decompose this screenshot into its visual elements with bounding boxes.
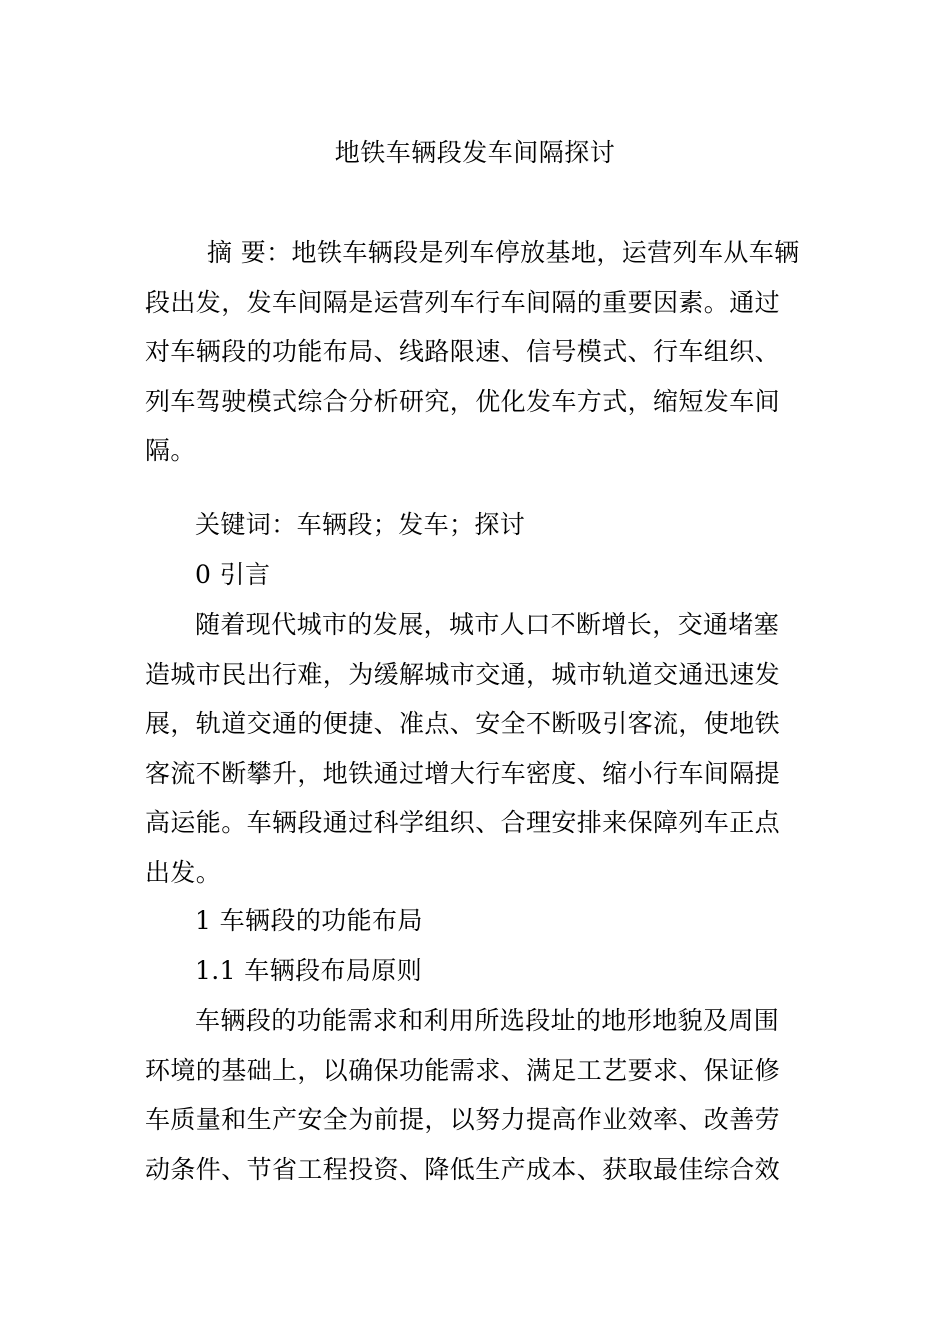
intro-line: 客流不断攀升，地铁通过增大行车密度、缩小行车间隔提 [145, 758, 781, 788]
intro-heading [145, 550, 810, 600]
intro-line: 高运能。车辆段通过科学组织、合理安排来保障列车正点 [145, 808, 781, 838]
intro-line: 出发。 [145, 857, 222, 887]
document-title: 地铁车辆段发车间隔探讨 [334, 138, 616, 167]
section-1-1-line: 车辆段的功能需求和利用所选段址的地形地貌及周围 [195, 1006, 780, 1035]
keywords-text: 关键词：车辆段；发车；探讨 [195, 510, 526, 539]
section-1-1-line: 环境的基础上，以确保功能需求、满足工艺要求、保证修 [145, 1055, 781, 1085]
intro-line: 造城市民出行难，为缓解城市交通，城市轨道交通迅速发 [145, 659, 781, 689]
abstract-line: 隔。 [145, 436, 196, 466]
section-1-1-paragraph [145, 996, 810, 1194]
section-1-1-heading-text: 1.1 车辆段布局原则 [195, 956, 423, 985]
abstract-paragraph [145, 228, 810, 476]
abstract-line: 摘 要：地铁车辆段是列车停放基地，运营列车从车辆 [207, 238, 800, 267]
abstract-line: 列车驾驶模式综合分析研究，优化发车方式，缩短发车间 [145, 386, 781, 416]
section-1-heading-text: 1 车辆段的功能布局 [195, 906, 423, 935]
section-1-1-line: 车质量和生产安全为前提，以努力提高作业效率、改善劳 [145, 1105, 781, 1135]
section-1-1-heading [145, 946, 810, 996]
keywords-line [145, 500, 810, 550]
intro-paragraph [145, 600, 810, 898]
section-1-1-line: 动条件、节省工程投资、降低生产成本、获取最佳综合效 [145, 1154, 781, 1184]
section-1-heading [145, 896, 810, 946]
abstract-line: 段出发，发车间隔是运营列车行车间隔的重要因素。通过 [145, 287, 781, 317]
abstract-line: 对车辆段的功能布局、线路限速、信号模式、行车组织、 [145, 337, 781, 367]
intro-line: 随着现代城市的发展，城市人口不断增长，交通堵塞 [195, 610, 780, 639]
intro-heading-text: 0 引言 [195, 560, 271, 589]
intro-line: 展，轨道交通的便捷、准点、安全不断吸引客流，使地铁 [145, 709, 781, 739]
